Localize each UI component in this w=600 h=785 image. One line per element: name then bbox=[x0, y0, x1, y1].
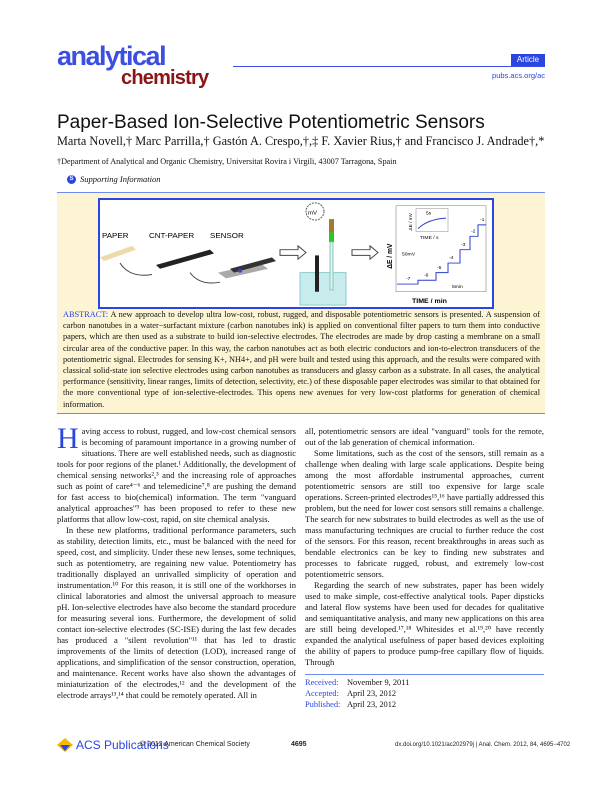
inset-x-label: TIME / s bbox=[419, 236, 439, 242]
date-published: Published: April 23, 2012 bbox=[305, 700, 397, 709]
arrow-3-icon bbox=[280, 246, 306, 259]
label-cnt-paper: CNT-PAPER bbox=[149, 231, 195, 241]
paragraph: Some limitations, such as the cost of the sensors, still remain as a challenge when dealing with large scale applications. Despite being among the most affordable instrumental approaches, current potentiometric sensors are still too expensive for large scale operations. Screen-printed electrodes¹⁵,¹⁶ have partially addressed this problem, but the need for lower cost sensors still remains a challenge. The search for new substrates to build electrodes as well as the use of mass manufacturing techniques are crucial to further reduce the cost of the sensors. For this reason, recent breakthroughs in areas such as bendable electronics can be key to finding new substrates and processes to fabricate rugged, robust, and extremely low-cost potentiometric sensors. bbox=[305, 448, 544, 579]
acs-logo-icon bbox=[57, 738, 73, 752]
body-left-column bbox=[57, 422, 296, 701]
paragraph: all, potentiometric sensors are ideal "vanguard" tools for the remote, out of the lab generation of chemical information. bbox=[305, 426, 544, 447]
scale-min: 5min bbox=[452, 284, 463, 290]
date-received: Received: November 9, 2011 bbox=[305, 678, 410, 687]
step-label: -2 bbox=[470, 229, 476, 235]
step-label: -1 bbox=[480, 218, 485, 223]
step-label: -5 bbox=[436, 265, 442, 271]
voltmeter-label: mV bbox=[308, 210, 317, 217]
article-badge: Article bbox=[511, 54, 545, 66]
paper-strip bbox=[100, 246, 136, 261]
abstract-label: ABSTRACT: bbox=[63, 310, 109, 319]
label-paper: PAPER bbox=[102, 231, 129, 241]
supporting-info-link[interactable] bbox=[67, 174, 161, 184]
inset-scale: 5s bbox=[426, 211, 432, 217]
arrow-4-icon bbox=[352, 246, 378, 259]
paper-electrode bbox=[315, 255, 319, 291]
y-axis-label: ΔE / mV bbox=[386, 243, 395, 269]
journal-logo-analytical: analytical bbox=[57, 41, 166, 71]
paper-title: Paper-Based Ion-Selective Potentiometric Sensors bbox=[57, 112, 485, 133]
sensor-membrane bbox=[238, 269, 242, 273]
arrow-1-icon bbox=[120, 263, 152, 275]
reference-electrode-cap bbox=[329, 219, 334, 232]
paragraph: aving access to robust, rugged, and low-cost chemical sensors is becoming of paramount importance in a growing number of situations. There are well established needs, such as diagnostic tools for poor regions of the planet.¹ Additionally, the development of chemical sensing networks²,³ and the increasing role of approaches such as point of care⁴⁻⁶ and telemedicine⁷,⁸ are pushing the demand for fast access to bio(chemical) information. The term "vanguard analytical approaches"⁹ has been proposed to refer to these new platforms that allow low-cost, rapid, on site chemical analysis. bbox=[57, 426, 296, 524]
journal-url[interactable]: pubs.acs.org/ac bbox=[492, 71, 545, 80]
step-label: -6 bbox=[423, 273, 429, 279]
page-number: 4695 bbox=[291, 741, 307, 748]
supporting-info-label: Supporting Information bbox=[80, 174, 161, 184]
arrow-2-icon bbox=[190, 273, 220, 283]
step-label: -4 bbox=[448, 256, 454, 262]
paragraph: In these new platforms, traditional performance parameters, such as stability, detection limits, etc., must be balanced with the need for speed, cost, and simplicity. Under these new lenses, some techniques, such as potentiometry, are regaining new value. Potentiometry has traditionally displayed an unrivalled simplicity of operation and instrumentation.¹⁰ For this reason, it is still one of the workhorses in clinical laboratories and almost the universal approach to measure pH. Ion-selective electrodes have also become the standard procedure for measuring several ions. Furthermore, the development of solid contact ion-selective electrodes (SC-ISE) during the last few decades has produced a "silent revolution"¹¹ that has led to drastic improvements of the limits of detection (LOD), increased range of applications, and simplification of the sensor construction, operation, and maintenance. Recent works have also shown the advantages of miniaturization of the electrodes,¹² and the development of the electrode arrays¹³,¹⁴ that could be remotely operated. All in bbox=[57, 525, 296, 700]
authors: Marta Novell,† Marc Parrilla,† Gastón A. Crespo,†,‡ F. Xavier Rius,† and Francisco J. Andrade†,* bbox=[57, 134, 545, 148]
abstract bbox=[63, 309, 540, 410]
scale-mv: 50mV bbox=[402, 252, 416, 258]
paragraph: Regarding the search of new substrates, paper has been widely used to make simple, cost-effective analytical tools. Paper dipsticks and lateral flow systems have been used for decades for qualitative and semiquantitative analysis, and many new applications on this area are still being developed.¹⁷,¹⁸ Whitesides et al.¹⁹,²⁰ have recently expanded the analytical usefulness of paper based devices exploiting the ability of papers to produce pump-free capillary flow of liquids. Through bbox=[305, 580, 544, 667]
step-label: -7 bbox=[405, 277, 411, 283]
body-right-column bbox=[305, 426, 544, 710]
reference-electrode-band bbox=[329, 232, 334, 242]
supporting-info-icon: S bbox=[67, 175, 76, 184]
header-rule bbox=[233, 66, 545, 67]
abstract-text: A new approach to develop ultra low-cost, robust, rugged, and disposable potentiometric sensors is presented. A suspension of carbon nanotubes in a water−surfactant mixture (carbon nanotubes ink) is applied on conventional filter papers to turn them into conductive papers, which are then used as a substrate to build ion-selective electrodes. The electrodes are made by drop casting a membrane on a small circular area of the conductive paper. In this way, the carbon nanotubes act as both electric conductors and ion-to-electron transducers of the potentiometric signal. Electrodes for sensing K+, NH4+, and pH were built and tested using this approach, and the results were compared with classical solid-state ion selective electrodes using carbon nanotubes as transducers and glassy carbon as a substrate. In all cases, the analytical performance (sensitivity, linear ranges, limits of detection, selectivity, etc.) of these disposable paper electrodes was similar to that obtained for the more conventional type of ion-selective-electrodes. This opens new avenues for very low-cost platforms for generation of chemical information. bbox=[63, 310, 540, 409]
drop-cap: H bbox=[57, 422, 79, 455]
beaker bbox=[300, 273, 346, 305]
acs-publications-logo[interactable]: ACS Publications bbox=[57, 738, 169, 752]
citation[interactable]: dx.doi.org/10.1021/ac202979j | Anal. Chem. 2012, 84, 4695−4702 bbox=[395, 742, 571, 748]
copyright: © 2012 American Chemical Society bbox=[140, 741, 250, 748]
reference-electrode bbox=[330, 242, 333, 290]
inset-y-label: ΔE / mV bbox=[408, 213, 415, 231]
x-axis-label: TIME / min bbox=[412, 298, 447, 306]
cnt-paper-strip bbox=[156, 250, 214, 269]
label-sensor: SENSOR bbox=[210, 231, 244, 241]
journal-logo-chemistry: chemistry bbox=[121, 67, 209, 89]
step-label: -3 bbox=[460, 242, 466, 248]
date-accepted: Accepted: April 23, 2012 bbox=[305, 689, 397, 698]
publication-dates bbox=[305, 674, 544, 710]
toc-graphic bbox=[98, 198, 494, 309]
affiliation: †Department of Analytical and Organic Chemistry, Universitat Rovira i Virgili, 43007 Tarragona, Spain bbox=[57, 157, 397, 166]
